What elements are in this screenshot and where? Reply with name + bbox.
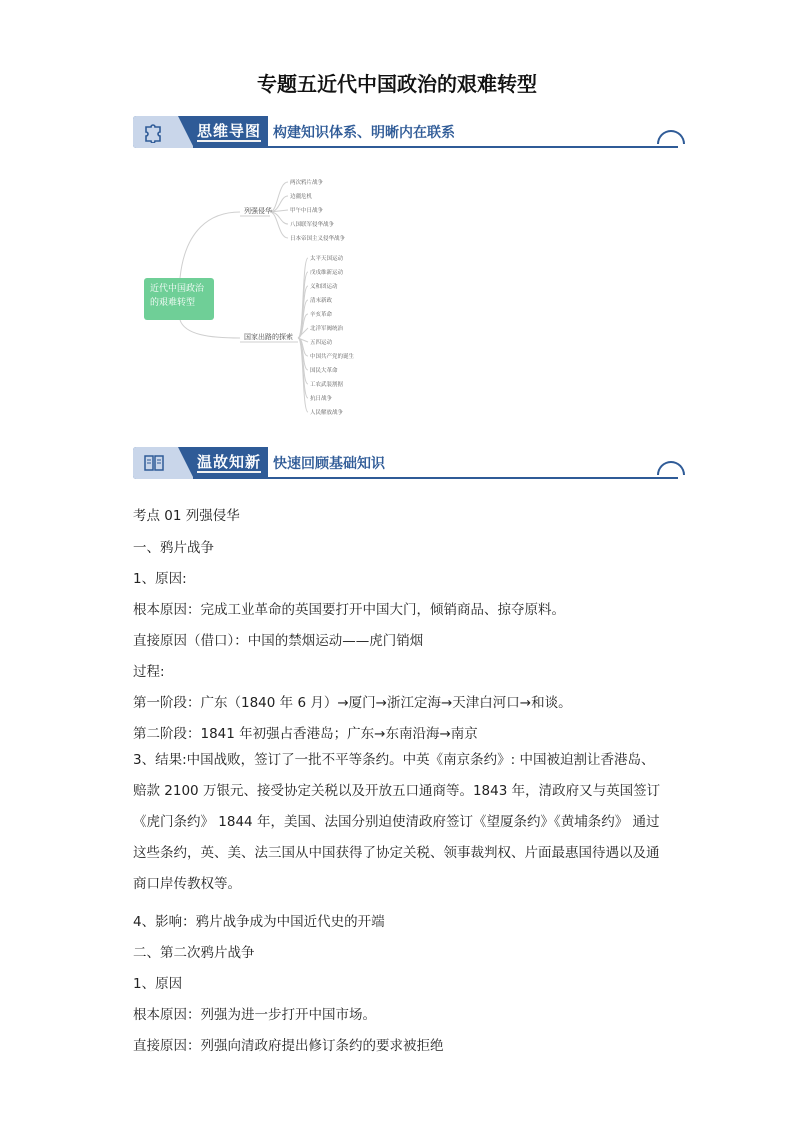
mindmap-leaf: 戊戌维新运动	[310, 270, 344, 276]
mindmap-leaf: 边疆危机	[290, 194, 313, 200]
mindmap-leaf: 甲午中日战争	[290, 208, 324, 214]
result-paragraph: 3、结果:中国战败，签订了一批不平等条约。中英《南京条约》: 中国被迫割让香港岛、赔款 2100 万银元、接受协定关税以及开放五口通商等。1843 年，清政府又与英国签订《虎门条约》 1844 年，美国、法国分别迫使清政府签订《望厦条约》《黄埔条约》 通过这些条约，英、美、法三国从中国获得了协定关税、领事裁判权、片面最惠国待遇以及通商口岸传教权等。	[133, 752, 661, 892]
text-line: 4、影响：鸦片战争成为中国近代史的开端	[133, 914, 385, 930]
mindmap-leaf: 清末新政	[310, 298, 333, 304]
puzzle-icon	[143, 121, 165, 143]
mindmap-leaf: 日本帝国主义侵华战争	[290, 236, 346, 242]
text-line: 1、原因	[133, 976, 183, 992]
mindmap-leaf: 义和团运动	[310, 284, 338, 290]
page-title: 专题五近代中国政治的艰难转型	[257, 72, 537, 96]
mindmap-leaf: 北洋军阀统治	[310, 326, 344, 332]
book-icon	[143, 452, 165, 474]
mindmap-leaf: 五四运动	[310, 340, 333, 346]
review-banner	[133, 447, 685, 487]
text-line: 一、鸦片战争	[133, 540, 214, 556]
mindmap-branch: 列强侵华	[244, 207, 272, 215]
mindmap-leaf: 人民解放战争	[310, 410, 344, 416]
text-line: 直接原因：列强向清政府提出修订条约的要求被拒绝	[133, 1038, 444, 1054]
mindmap-leaf: 两次鸦片战争	[290, 180, 324, 186]
mindmap-leaf: 工农武装割据	[310, 382, 344, 388]
mindmap-leaf: 辛亥革命	[310, 312, 333, 318]
mindmap	[140, 170, 500, 430]
mindmap-leaf: 抗日战争	[310, 396, 333, 402]
text-line: 过程:	[133, 664, 165, 680]
mindmap-branch: 国家出路的探索	[244, 333, 293, 341]
text-line: 根本原因：列强为进一步打开中国市场。	[133, 1007, 376, 1023]
text-line: 第二阶段：1841 年初强占香港岛；广东→东南沿海→南京	[133, 726, 478, 742]
banner-subtitle: 构建知识体系、明晰内在联系	[273, 125, 455, 141]
mindmap-leaf: 中国共产党的诞生	[310, 354, 355, 360]
text-line: 直接原因（借口）：中国的禁烟运动——虎门销烟	[133, 633, 424, 649]
banner-subtitle: 快速回顾基础知识	[273, 456, 385, 472]
text-line: 二、第二次鸦片战争	[133, 945, 255, 961]
mindmap-leaf: 太平天国运动	[310, 256, 344, 262]
banner-label: 温故知新	[197, 453, 262, 471]
mindmap-root: 近代中国政治的艰难转型	[144, 278, 214, 320]
text-line: 考点 01 列强侵华	[133, 508, 240, 524]
text-line: 根本原因：完成工业革命的英国要打开中国大门，倾销商品、掠夺原料。	[133, 602, 565, 618]
text-line: 第一阶段：广东（1840 年 6 月）→厦门→浙江定海→天津白河口→和谈。	[133, 695, 572, 711]
mindmap-banner	[133, 116, 685, 156]
mindmap-leaf: 国民大革命	[310, 368, 338, 374]
banner-label: 思维导图	[197, 122, 262, 140]
text-line: 1、原因:	[133, 571, 187, 587]
mindmap-leaf: 八国联军侵华战争	[290, 222, 335, 228]
